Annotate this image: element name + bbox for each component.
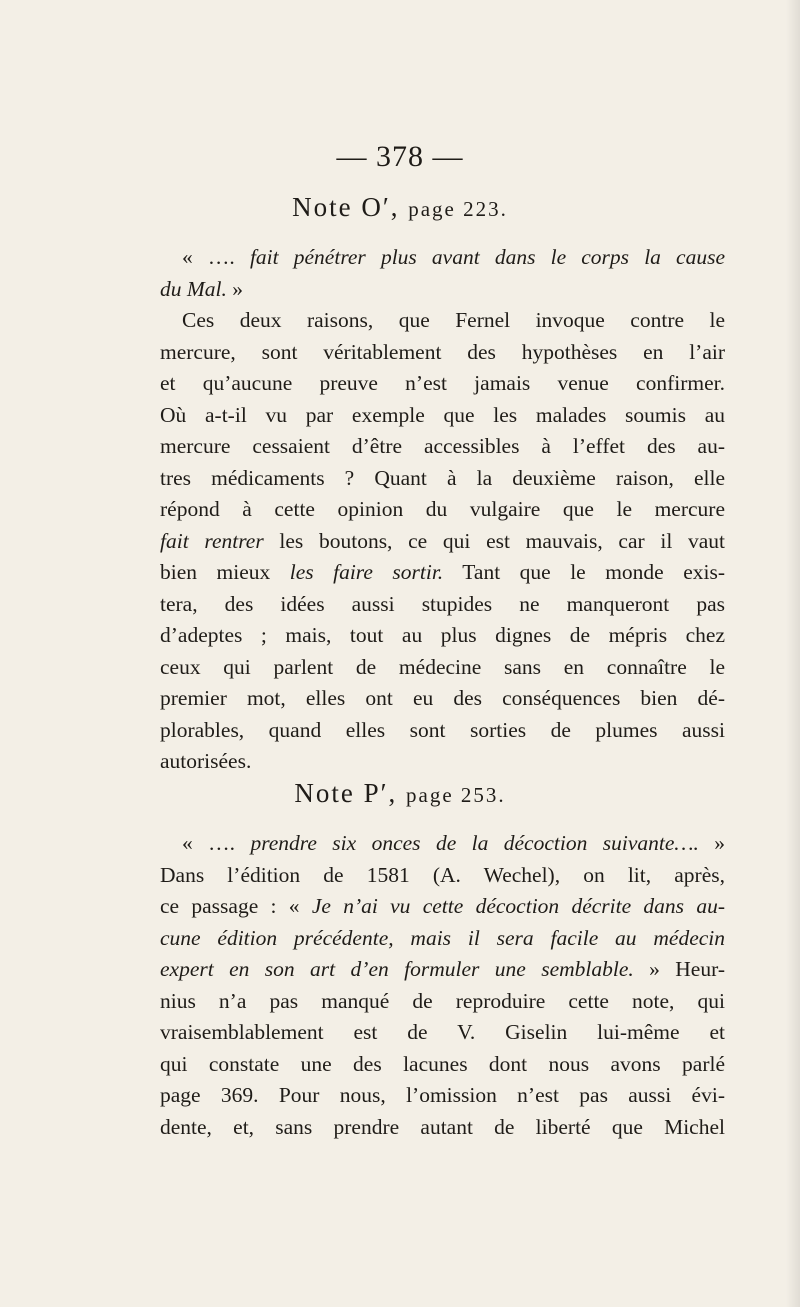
note-p-text-line: ce passage : « Je n’ai vu cette décoction décrite dans au-	[160, 894, 726, 918]
note-o-text-line: répond à cette opinion du vulgaire que le mercure	[160, 497, 725, 521]
note-p-heading-main: Note P′,	[294, 778, 398, 808]
note-o-text-line: bien mieux les faire sortir. Tant que le monde exis-	[160, 560, 725, 584]
note-o-heading-page: page 223.	[408, 197, 508, 221]
note-p-text-line: dente, et, sans prendre autant de liberté que Michel	[160, 1114, 725, 1139]
note-p-text-line: vraisemblablement est de V. Giselin lui-même et	[160, 1020, 725, 1044]
note-o-text-line: premier mot, elles ont eu des conséquences bien dé-	[160, 686, 725, 710]
note-p-body	[160, 828, 725, 1143]
note-p-text-line: Dans l’édition de 1581 (A. Wechel), on lit, après,	[160, 862, 725, 887]
note-o-text-line: mercure, sont véritablement des hypothèses en l’air	[160, 339, 725, 364]
note-o-quote-line-1: « …. fait pénétrer plus avant dans le corps la cause	[182, 245, 726, 269]
note-p-heading-page: page 253.	[406, 783, 506, 807]
note-o-text-line: mercure cessaient d’être accessibles à l’effet des au-	[160, 434, 725, 458]
note-o-heading	[0, 192, 800, 223]
note-p-text-line: page 369. Pour nous, l’omission n’est pas aussi évi-	[160, 1083, 725, 1107]
page-number: — 378 —	[336, 140, 464, 173]
note-o-text-line: Où a-t-il vu par exemple que les malades soumis au	[160, 402, 725, 427]
note-o-text-line: et qu’aucune preuve n’est jamais venue confirmer.	[160, 371, 725, 395]
note-o-text-line: autorisées.	[160, 749, 252, 773]
note-o-text-line: tera, des idées aussi stupides ne manqueront pas	[160, 591, 725, 616]
note-o-text-line: d’adeptes ; mais, tout au plus dignes de mépris chez	[160, 623, 725, 647]
note-p-quote-line: « …. prendre six onces de la décoction suivante…. »	[182, 831, 726, 855]
note-p-text-line: nius n’a pas manqué de reproduire cette note, qui	[160, 988, 725, 1013]
note-o-text-line: Ces deux raisons, que Fernel invoque contre le	[182, 308, 725, 332]
note-o-text-line: tres médicaments ? Quant à la deuxième raison, elle	[160, 465, 725, 490]
note-p-text-line: expert en son art d’en formuler une semblable. » Heur-	[160, 957, 725, 981]
note-p-heading	[0, 778, 800, 809]
note-o-body	[160, 242, 725, 778]
note-p-text-line: qui constate une des lacunes dont nous avons parlé	[160, 1051, 725, 1076]
note-o-heading-main: Note O′,	[292, 192, 400, 222]
note-o-quote-line-2: du Mal. »	[160, 276, 244, 301]
note-o-text-line: plorables, quand elles sont sorties de plumes aussi	[160, 717, 725, 742]
note-p-text-line: cune édition précédente, mais il sera facile au médecin	[160, 925, 725, 950]
note-o-text-line: ceux qui parlent de médecine sans en connaître le	[160, 654, 725, 679]
note-o-text-line: fait rentrer les boutons, ce qui est mauvais, car il vaut	[160, 528, 726, 553]
